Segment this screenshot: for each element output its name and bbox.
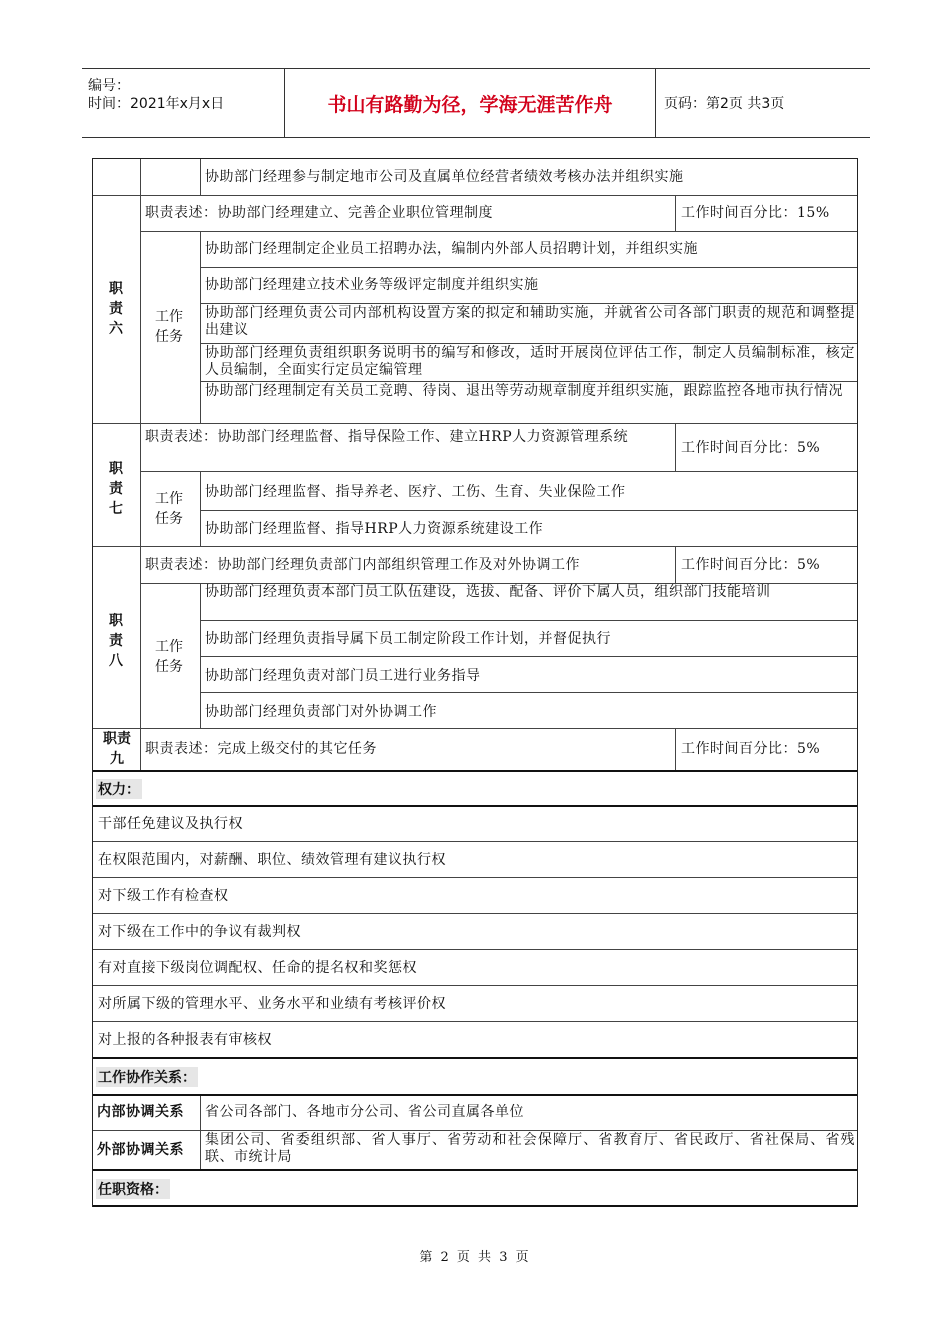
section-divider (93, 770, 857, 772)
duty-label (99, 611, 133, 671)
time-percentage: 工作时间百分比：5% (681, 557, 821, 573)
duty-label-text: 职责九 (103, 731, 131, 767)
page-indicator: 页码：第2页 共3页 (664, 96, 785, 112)
relations-title: 工作协作关系： (96, 1067, 198, 1087)
task-label-text: 工作任务 (155, 639, 183, 675)
page-header (82, 68, 870, 138)
task-text: 协助部门经理负责公司内部机构设置方案的拟定和辅助实施，并就省公司各部门职责的规范和调整提出建议 (205, 305, 855, 338)
duty-table (92, 158, 858, 1207)
duty-label-text: 职责七 (109, 461, 123, 517)
divider (675, 423, 676, 471)
divider (93, 546, 857, 547)
task-text: 协助部门经理负责本部门员工队伍建设，选拔、配备、评价下属人员，组织部门技能培训 (205, 584, 771, 600)
divider (93, 913, 857, 914)
task-text: 协助部门经理负责指导属下员工制定阶段工作计划，并督促执行 (205, 631, 611, 647)
duty-statement: 职责表述：协助部门经理监督、指导保险工作、建立HRP人力资源管理系统 (145, 429, 629, 445)
divider (200, 343, 857, 344)
divider (200, 381, 857, 382)
duty-label-text: 职责六 (109, 281, 123, 337)
section-divider (93, 1094, 857, 1096)
duty-statement: 职责表述：完成上级交付的其它任务 (145, 741, 377, 757)
date-line: 时间：2021年x月x日 (88, 96, 225, 112)
motto: 书山有路勤为径，学海无涯苦作舟 (327, 93, 613, 116)
divider (93, 949, 857, 950)
power-item: 干部任免建议及执行权 (98, 816, 243, 832)
divider (93, 728, 857, 729)
task-text: 协助部门经理负责对部门员工进行业务指导 (205, 668, 481, 684)
duty-statement: 职责表述：协助部门经理建立、完善企业职位管理制度 (145, 205, 493, 221)
divider (93, 423, 857, 424)
task-text: 协助部门经理监督、指导养老、医疗、工伤、生育、失业保险工作 (205, 484, 626, 500)
task-text: 协助部门经理参与制定地市公司及直属单位经营者绩效考核办法并组织实施 (205, 169, 684, 185)
divider (93, 877, 857, 878)
duty-label-text: 职责八 (109, 613, 123, 669)
internal-relations: 省公司各部门、各地市分公司、省公司直属各单位 (205, 1104, 524, 1120)
duty-label (99, 459, 133, 519)
internal-relations-label: 内部协调关系 (97, 1104, 184, 1120)
header-meta (82, 69, 284, 137)
time-percentage: 工作时间百分比：15% (681, 205, 830, 221)
divider (140, 471, 857, 472)
divider (675, 195, 676, 231)
task-text: 协助部门经理制定企业员工招聘办法，编制内外部人员招聘计划，并组织实施 (205, 241, 698, 257)
task-label (151, 489, 187, 529)
divider (200, 510, 857, 511)
task-label-text: 工作任务 (155, 309, 183, 345)
divider (140, 195, 857, 196)
power-item: 在权限范围内，对薪酬、职位、绩效管理有建议执行权 (98, 852, 446, 868)
divider (200, 620, 857, 621)
power-item: 对下级在工作中的争议有裁判权 (98, 924, 301, 940)
task-text: 协助部门经理监督、指导HRP人力资源系统建设工作 (205, 521, 544, 537)
section-divider (93, 1057, 857, 1059)
divider (675, 546, 676, 583)
divider (200, 471, 201, 546)
divider (140, 159, 141, 771)
divider (200, 692, 857, 693)
power-item: 对所属下级的管理水平、业务水平和业绩有考核评价权 (98, 996, 446, 1012)
divider (200, 656, 857, 657)
number-label: 编号： (88, 78, 130, 94)
divider (655, 69, 656, 137)
external-relations-label: 外部协调关系 (97, 1142, 184, 1158)
divider (200, 267, 857, 268)
section-divider (93, 1205, 857, 1207)
divider (93, 985, 857, 986)
divider (93, 841, 857, 842)
task-label-text: 工作任务 (155, 491, 183, 527)
duty-label (95, 729, 139, 769)
duty-statement: 职责表述：协助部门经理负责部门内部组织管理工作及对外协调工作 (145, 557, 580, 573)
section-divider (93, 805, 857, 807)
powers-title: 权力： (96, 779, 142, 799)
divider (200, 303, 857, 304)
time-percentage: 工作时间百分比：5% (681, 440, 821, 456)
task-label (151, 637, 187, 677)
power-item: 对下级工作有检查权 (98, 888, 229, 904)
task-label (151, 307, 187, 347)
power-item: 对上报的各种报表有审核权 (98, 1032, 272, 1048)
divider (200, 231, 201, 423)
qualification-title: 任职资格： (96, 1179, 170, 1199)
divider (140, 231, 857, 232)
duty-label (99, 279, 133, 339)
section-divider (93, 1169, 857, 1171)
external-relations: 集团公司、省委组织部、省人事厅、省劳动和社会保障厅、省教育厅、省民政厅、省社保局、省残联、市统计局 (205, 1132, 855, 1165)
task-text: 协助部门经理负责组织职务说明书的编写和修改，适时开展岗位评估工作，制定人员编制标准，核定人员编制，全面实行定员定编管理 (205, 345, 855, 378)
task-text: 协助部门经理负责部门对外协调工作 (205, 704, 437, 720)
page-footer: 第 2 页 共 3 页 (419, 1250, 531, 1265)
divider (675, 728, 676, 771)
divider (200, 159, 201, 195)
task-text: 协助部门经理制定有关员工竞聘、待岗、退出等劳动规章制度并组织实施，跟踪监控各地市执行情况 (205, 383, 843, 399)
divider (93, 1130, 857, 1131)
divider (200, 1095, 201, 1170)
power-item: 有对直接下级岗位调配权、任命的提名权和奖惩权 (98, 960, 417, 976)
divider (93, 195, 141, 196)
divider (93, 1021, 857, 1022)
time-percentage: 工作时间百分比：5% (681, 741, 821, 757)
task-text: 协助部门经理建立技术业务等级评定制度并组织实施 (205, 277, 539, 293)
